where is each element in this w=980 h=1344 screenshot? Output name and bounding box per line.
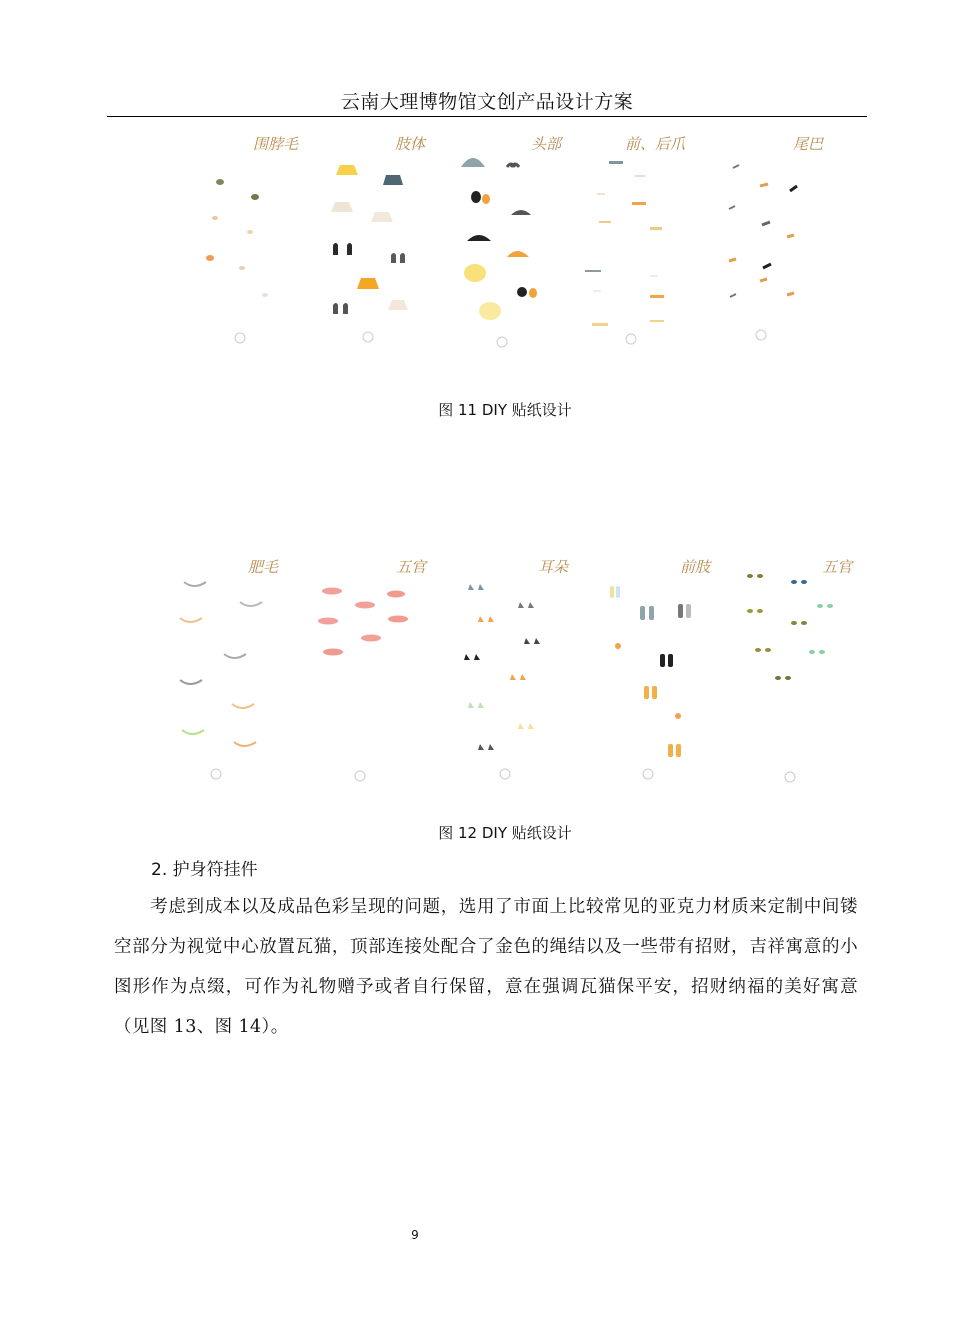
panel-5-stickers	[729, 165, 797, 340]
panel-7-stickers	[318, 588, 408, 782]
panel-title-6: 肥毛	[248, 558, 279, 576]
figure-12-sticker-sheet	[170, 548, 860, 788]
section-heading: 2. 护身符挂件	[151, 860, 258, 880]
page-header	[107, 90, 867, 117]
header-title: 云南大理博物馆文创产品设计方案	[340, 91, 634, 113]
panel-2-stickers	[331, 165, 408, 342]
page-number: 9	[411, 1228, 419, 1242]
panel-title-5: 尾巴	[793, 135, 824, 153]
panel-4-stickers	[585, 161, 664, 344]
figure-11-sticker-sheet	[195, 125, 824, 355]
panel-10-stickers	[747, 574, 833, 782]
panel-title-10: 五官	[822, 558, 853, 576]
panel-8-stickers	[464, 584, 540, 779]
panel-9-stickers	[610, 586, 691, 779]
panel-title-2: 肢体	[395, 135, 426, 153]
panel-title-7: 五官	[396, 558, 427, 576]
figure-12-caption: 图 12 DIY 贴纸设计	[438, 824, 572, 842]
panel-title-9: 前肢	[680, 558, 711, 576]
panel-title-3: 头部	[531, 135, 562, 153]
panel-title-4: 前、后爪	[625, 135, 686, 153]
panel-3-stickers	[461, 158, 537, 347]
panel-title-8: 耳朵	[538, 558, 569, 576]
body-paragraph-text: 考虑到成本以及成品色彩呈现的问题，选用了市面上比较常见的亚克力材质来定制中间镂空部分为视觉中心放置瓦猫，顶部连接处配合了金色的绳结以及一些带有招财，吉祥寓意的小图形作为点缀，可作为礼物赠予或者自行保留，意在强调瓦猫保平安，招财纳福的美好寓意（见图 13、图 14）。	[114, 897, 858, 1037]
panel-1-stickers	[206, 179, 268, 343]
figure-11-caption: 图 11 DIY 贴纸设计	[438, 401, 572, 419]
panel-title-1: 围脖毛	[253, 135, 299, 153]
panel-6-stickers	[180, 582, 262, 779]
body-paragraph	[114, 887, 858, 1047]
